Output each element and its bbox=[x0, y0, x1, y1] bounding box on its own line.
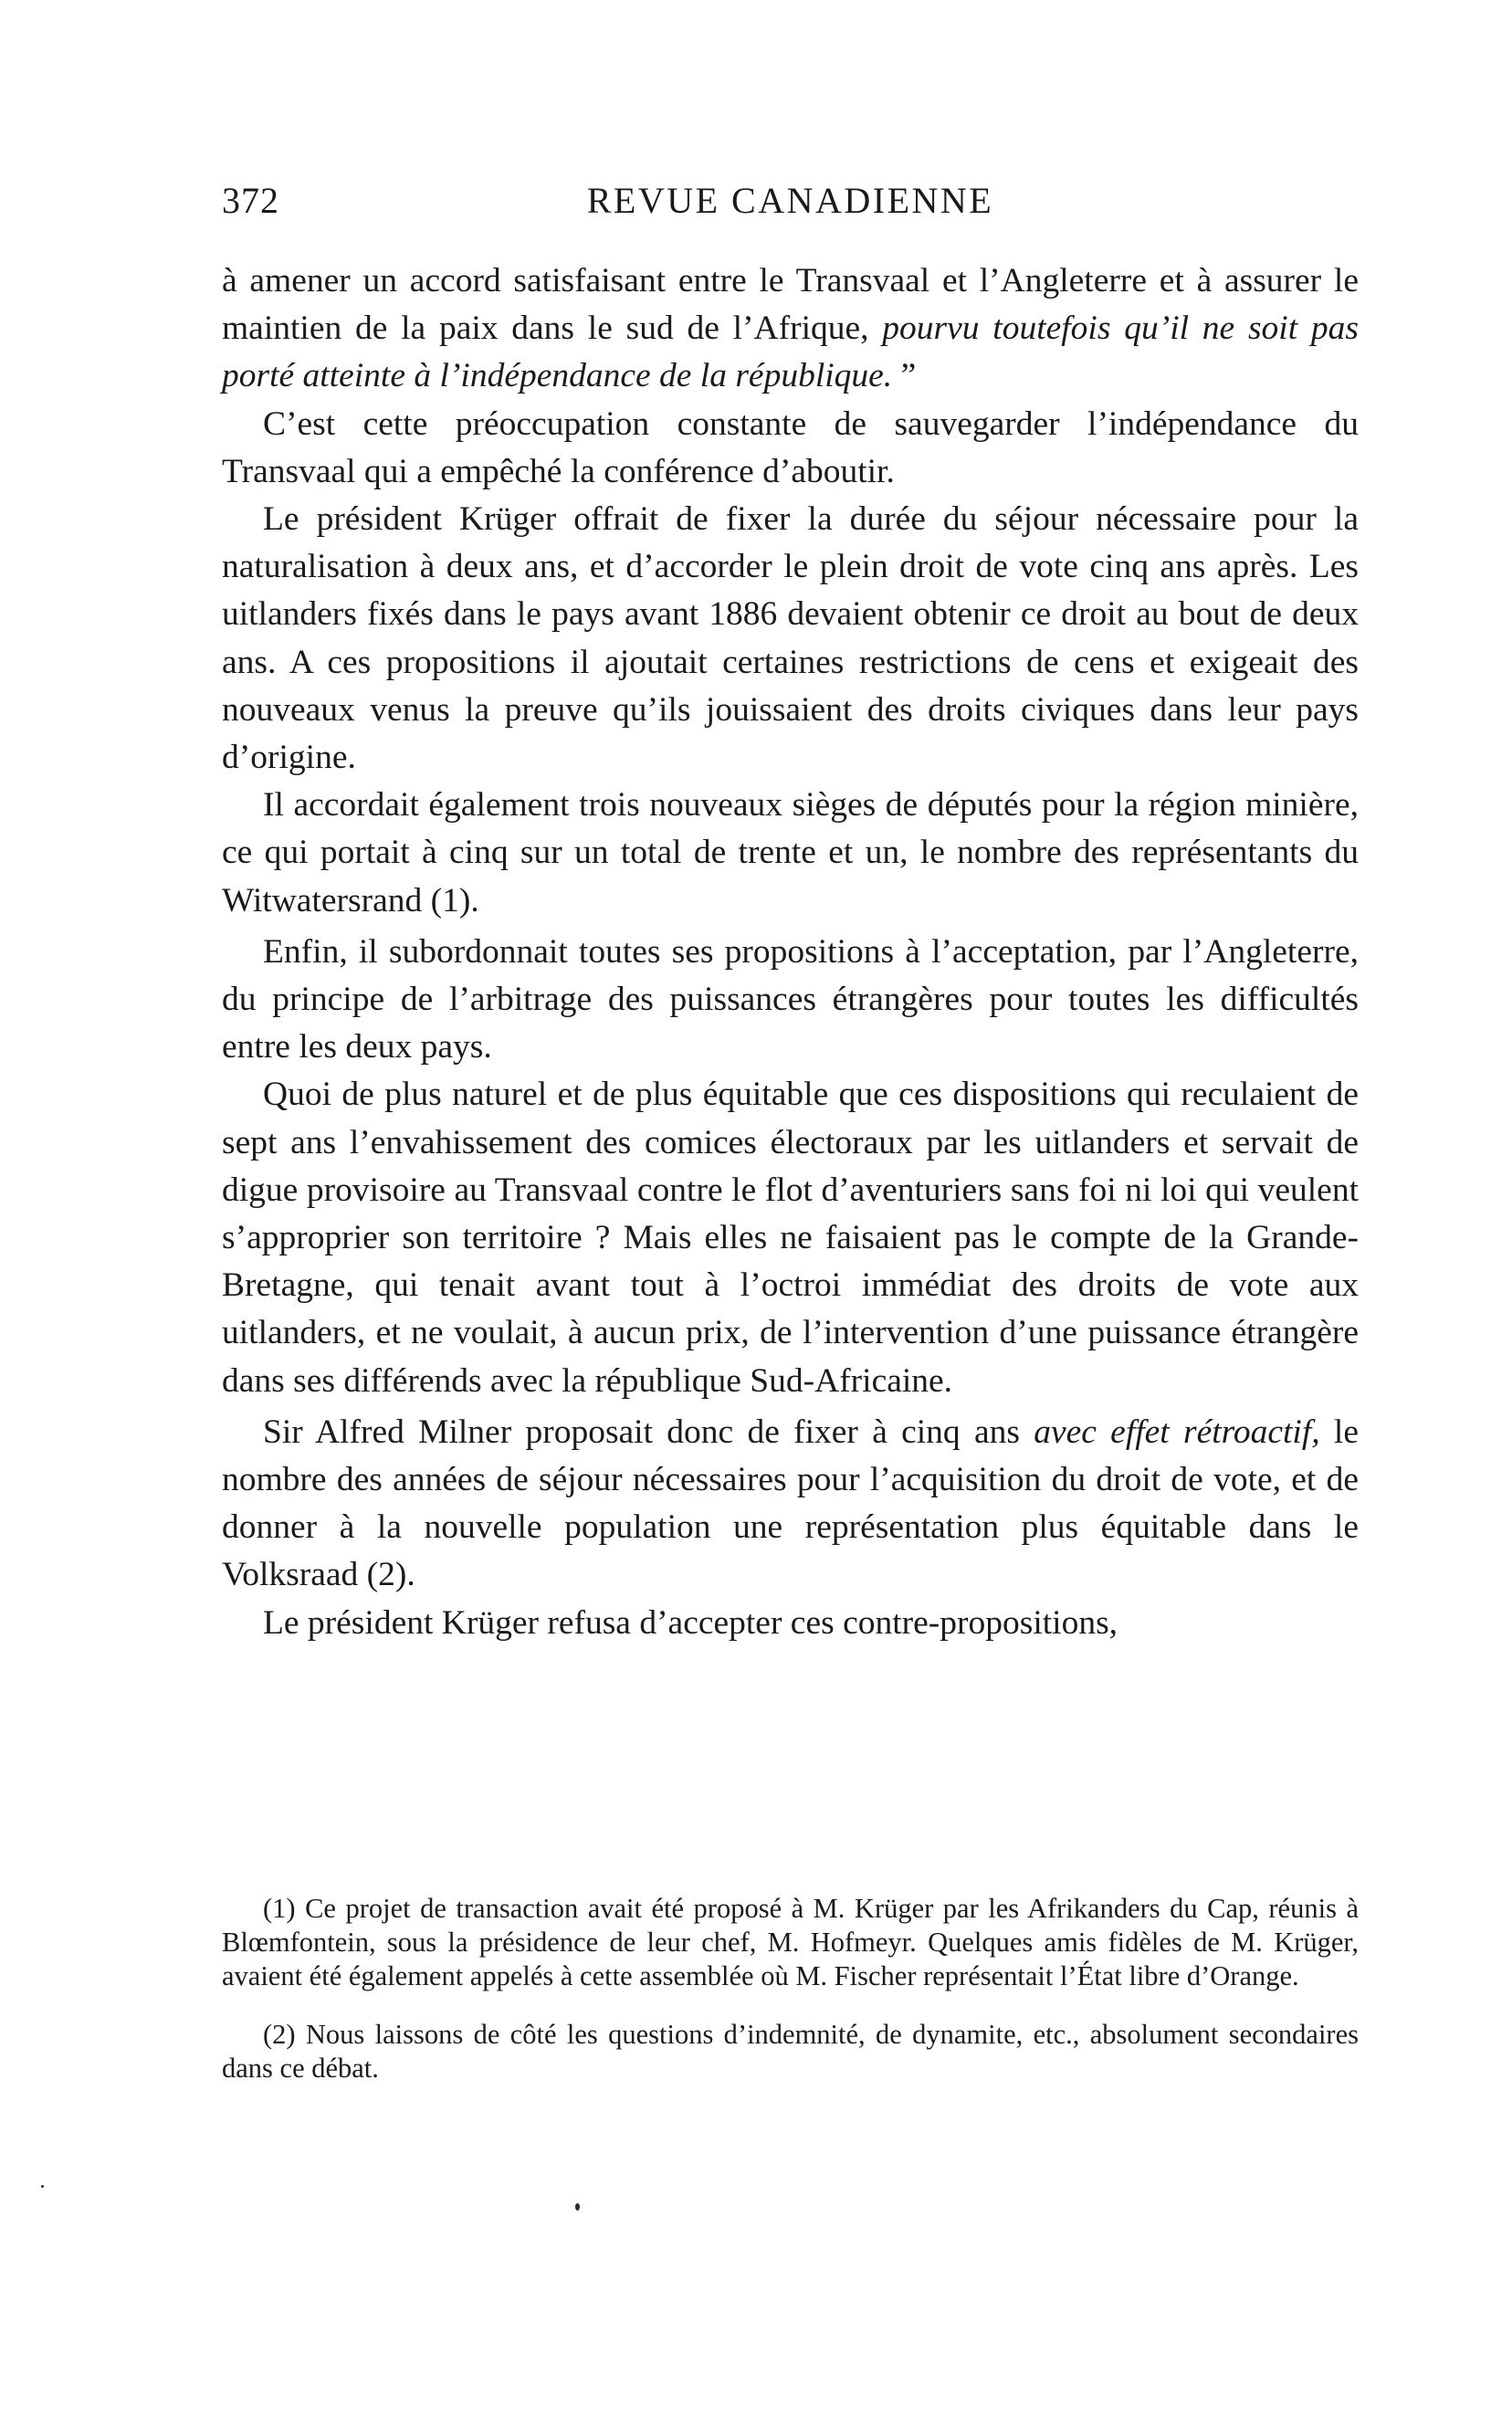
paragraph-7-italic: avec effet rétroactif, bbox=[1034, 1413, 1320, 1451]
page-header bbox=[222, 179, 1359, 234]
paragraph-1-italic: pourvu toutefois qu’il ne soit pas porté atteinte à l’indépendance de la république. bbox=[222, 310, 1359, 395]
paragraph-6: Quoi de plus naturel et de plus équitable que ces dispositions qui reculaient de sept ans l’envahissement des comices électoraux par les uitlanders et servait de digue provisoire au Transvaal contre le flot d’aventuriers sans foi ni loi qui veulent s’approprier son territoire ? Mais elles ne faisaient pas le compte de la Grande-Bretagne, qui tenait avant tout à l’octroi immédiat des droits de vote aux uitlanders, et ne voulait, à aucun prix, de l’intervention d’une puissance étrangère dans ses différends avec la république Sud-Africaine. bbox=[222, 1076, 1359, 1400]
footnote-1: (1) Ce projet de transaction avait été proposé à M. Krüger par les Afrikanders du Cap, réunis à Blœmfontein, sous la présidence de leur chef, M. Hofmeyr. Quelques amis fidèles de M. Krüger, avaient été également appelés à cette assemblée où M. Fischer représentait l’État libre d’Orange. bbox=[222, 1893, 1359, 1991]
paragraph-7-after: le nombre des années de séjour nécessaires pour l’acquisition du droit de vote, et de donner à la nouvelle population une représentation plus équitable dans le Volksraad (2). bbox=[222, 1413, 1359, 1594]
paragraph-7 bbox=[222, 1409, 1359, 1600]
body-text bbox=[222, 257, 1359, 1647]
footnotes bbox=[222, 1892, 1359, 2085]
paragraph-7-before: Sir Alfred Milner proposait donc de fixer à cinq ans bbox=[263, 1413, 1034, 1451]
paragraph-1-closing-quote: ” bbox=[892, 357, 917, 395]
paragraph-1 bbox=[222, 257, 1359, 401]
paragraph-3: Le président Krüger offrait de fixer la durée du séjour nécessaire pour la naturalisation à deux ans, et d’accorder le plein droit de vote cinq ans après. Les uitlanders fixés dans le pays avant 1886 devaient obtenir ce droit au bout de deux ans. A ces propositions il ajoutait certaines restrictions de cens et exigeait des nouveaux venus la preuve qu’ils jouissaient des droits civiques dans leur pays d’origine. bbox=[222, 500, 1359, 777]
running-head: REVUE CANADIENNE bbox=[586, 180, 994, 221]
paragraph-1-intro: à amener un accord satisfaisant entre le Transvaal et l’Angleterre et à assurer le maintien de la paix dans le sud de l’Afrique, bbox=[222, 262, 1359, 348]
paragraph-4: Il accordait également trois nouveaux sièges de députés pour la région minière, ce qui portait à cinq sur un total de trente et un, le nombre des représentants du Witwatersrand (1). bbox=[222, 786, 1359, 919]
scan-speck bbox=[575, 2203, 580, 2211]
scan-speck bbox=[41, 2185, 44, 2188]
paragraph-8: Le président Krüger refusa d’accepter ces contre-propositions, bbox=[263, 1603, 1118, 1642]
paragraph-2: C’est cette préoccupation constante de sauvegarder l’indépendance du Transvaal qui a empêché la conférence d’aboutir. bbox=[222, 404, 1359, 490]
page-number: 372 bbox=[222, 180, 279, 221]
paragraph-5: Enfin, il subordonnait toutes ses propositions à l’acceptation, par l’Angleterre, du principe de l’arbitrage des puissances étrangères pour toutes les difficultés entre les deux pays. bbox=[222, 932, 1359, 1066]
footnote-2: (2) Nous laissons de côté les questions d’indemnité, de dynamite, etc., absolument secondaires dans ce débat. bbox=[222, 2019, 1359, 2084]
